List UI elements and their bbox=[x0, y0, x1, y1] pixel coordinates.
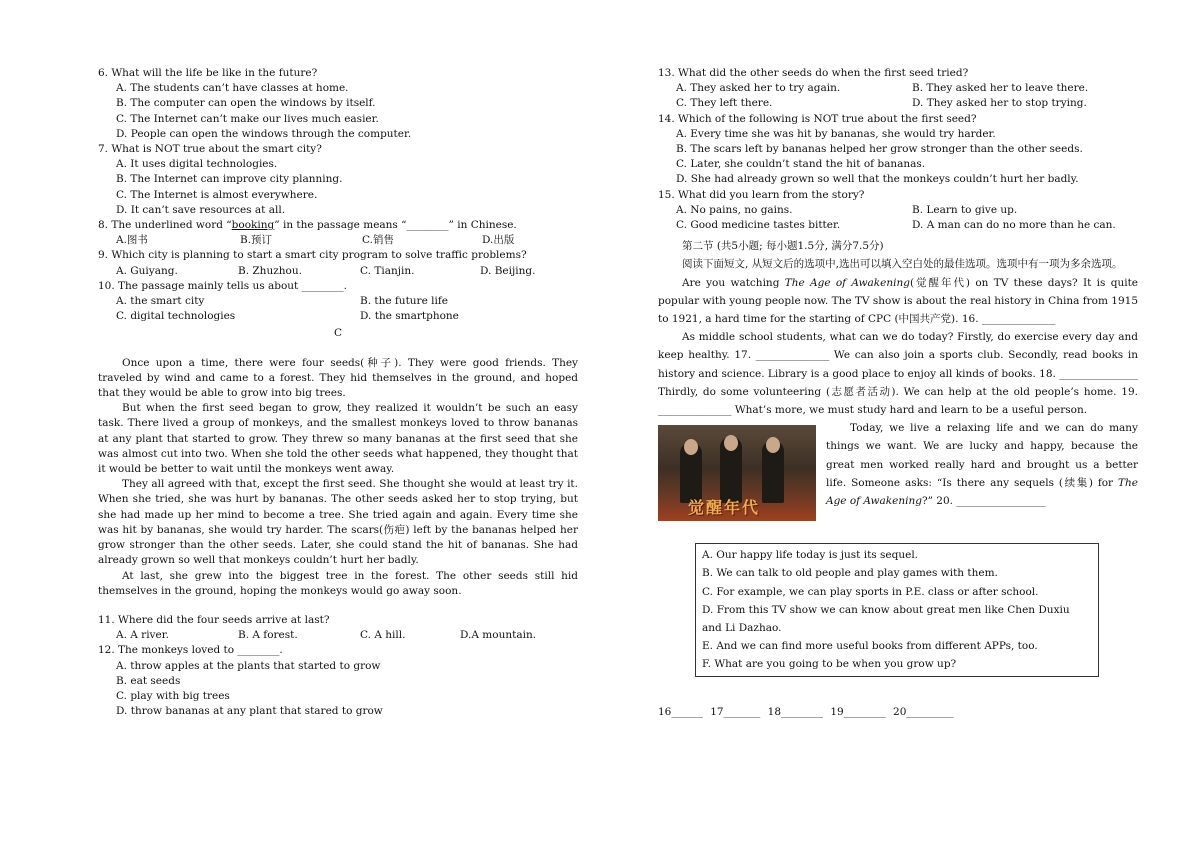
option: C. They left there. bbox=[676, 97, 773, 110]
show-title: The Age of Awakening bbox=[784, 276, 910, 289]
option: A. No pains, no gains. bbox=[676, 203, 793, 216]
option: C. A hill. bbox=[360, 629, 406, 642]
passage-with-image bbox=[658, 419, 1138, 525]
option: B. We can talk to old people and play games with them. bbox=[702, 567, 998, 580]
passage-paragraph: But when the first seed began to grow, they realized it wouldn’t be such an easy task. There lived a group of monkeys, and the smallest monkeys loved to throw bananas at any plant that started to grow. They threw so many bananas at the first seed that she was almost cut into two. When she told the other seeds what happened, they thought that it would be better to wait until the monkeys went away. bbox=[98, 402, 578, 476]
option: B. the future life bbox=[360, 295, 448, 308]
passage-paragraph bbox=[658, 274, 1138, 329]
tv-show-photo bbox=[658, 425, 816, 521]
option: B. They asked her to leave there. bbox=[912, 82, 1089, 95]
option: F. What are you going to be when you grow up? bbox=[702, 658, 957, 671]
option: A. It uses digital technologies. bbox=[116, 158, 278, 171]
question-stem: 9. Which city is planning to start a smart city program to solve traffic problems? bbox=[98, 249, 527, 262]
paragraph-text: ?” 20. _________________ bbox=[921, 495, 1046, 508]
option-row bbox=[98, 264, 578, 279]
option: A. throw apples at the plants that started to grow bbox=[116, 659, 381, 672]
question-stem: 11. Where did the four seeds arrive at last? bbox=[98, 613, 330, 626]
option: D. A man can do no more than he can. bbox=[912, 219, 1116, 232]
passage-paragraph: They all agreed with that, except the first seed. She thought she would at least try it. When she tried, she was hurt by bananas. The other seeds asked her to stop trying, but she had made up her mind to become a tree. She tried again and again. Every time she was hit by bananas, she would try harder. The scars(伤疤) left by the bananas helped her grow stronger than the other seeds. Later, she could stand the hit of bananas. She had already grown so well that monkeys couldn’t hurt her badly. bbox=[98, 478, 578, 567]
left-column bbox=[98, 66, 578, 719]
option: A. Our happy life today is just its sequel. bbox=[702, 549, 919, 562]
instructions: 阅读下面短文, 从短文后的选项中,选出可以填入空白处的最佳选项。选项中有一项为多余选项。 bbox=[682, 258, 1123, 271]
option: C. play with big trees bbox=[116, 689, 230, 702]
stem-text: 8. The underlined word “ bbox=[98, 219, 232, 232]
option: C. The Internet is almost everywhere. bbox=[116, 188, 318, 201]
section-title: 第二节 (共5小题; 每小题1.5分, 满分7.5分) bbox=[682, 240, 884, 253]
option: C. Good medicine tastes bitter. bbox=[676, 219, 841, 232]
option-row bbox=[658, 203, 1138, 218]
option: A. Every time she was hit by bananas, she would try harder. bbox=[676, 127, 996, 140]
option: B. eat seeds bbox=[116, 674, 181, 687]
option: A. the smart city bbox=[116, 295, 205, 308]
question-stem: 14. Which of the following is NOT true about the first seed? bbox=[658, 112, 977, 125]
answer-line: 16______ 17_______ 18________ 19________ 20_________ bbox=[658, 705, 954, 718]
option: B. The scars left by bananas helped her grow stronger than the other seeds. bbox=[676, 143, 1083, 156]
question-stem: 13. What did the other seeds do when the first seed tried? bbox=[658, 67, 969, 79]
option: B.预订 bbox=[240, 234, 273, 247]
option: B. The computer can open the windows by itself. bbox=[116, 97, 376, 110]
passage-paragraph: At last, she grew into the biggest tree in the forest. The other seeds still hid themselves in the ground, hoping the monkeys would go away soon. bbox=[98, 569, 578, 597]
option: D.出版 bbox=[482, 234, 515, 247]
right-column bbox=[658, 66, 1138, 720]
question-stem: 15. What did you learn from the story? bbox=[658, 188, 865, 201]
stem-text: ” in the passage means “________” in Chinese. bbox=[274, 219, 517, 232]
option: B. A forest. bbox=[238, 629, 298, 642]
paragraph-text: (觉醒年代) on TV these days? It is quite popular with young people now. The TV show is about the real history in China from 1915 to 1921, a hard time for the starting of CPC (中国共产党). 16. ______________ bbox=[658, 276, 1139, 326]
option-row bbox=[98, 628, 578, 643]
option: B. The Internet can improve city planning. bbox=[116, 173, 343, 186]
option: D. People can open the windows through the computer. bbox=[116, 127, 412, 140]
option-row bbox=[98, 309, 578, 324]
option: D. From this TV show we can know about great men like Chen Duxiu and Li Dazhao. bbox=[702, 603, 1070, 635]
option-row bbox=[658, 81, 1138, 96]
option: A. The students can’t have classes at home. bbox=[116, 82, 349, 95]
question-stem: 7. What is NOT true about the smart city? bbox=[98, 143, 322, 156]
option: A. A river. bbox=[116, 629, 169, 642]
option: D. Beijing. bbox=[480, 264, 536, 277]
question-stem: 6. What will the life be like in the future? bbox=[98, 67, 318, 79]
option: A. They asked her to try again. bbox=[676, 82, 841, 95]
paragraph-text: Today, we live a relaxing life and we can do many things we want. We are lucky and happy, because the great men worked really hard and brought us a better life. Someone asks: “Is there any sequels (续集) for bbox=[826, 422, 1138, 489]
question-stem: 10. The passage mainly tells us about ________. bbox=[98, 279, 347, 292]
passage-paragraph: As middle school students, what can we do today? Firstly, do exercise every day and keep healthy. 17. ______________ We can also join a sports club. Secondly, read books in history and science. Library is a good place to enjoy all kinds of books. 18. _______________ Thirdly, do some volunteering (志愿者活动). We can help at the old people’s home. 19. ______________ What’s more, we must study hard and learn to be a useful person. bbox=[658, 331, 1138, 417]
option-row bbox=[658, 218, 1138, 233]
option-row bbox=[658, 96, 1138, 111]
options-box bbox=[695, 543, 1099, 676]
option: D. She had already grown so well that the monkeys couldn’t hurt her badly. bbox=[676, 173, 1079, 186]
option: D. throw bananas at any plant that stared to grow bbox=[116, 705, 383, 718]
show-title: The Age of Awakening bbox=[826, 476, 1138, 508]
option: A. Guiyang. bbox=[116, 264, 178, 277]
option: D. They asked her to stop trying. bbox=[912, 97, 1087, 110]
option: C. For example, we can play sports in P.E. class or after school. bbox=[702, 585, 1039, 598]
option: B. Learn to give up. bbox=[912, 203, 1018, 216]
underlined-word: booking bbox=[231, 219, 275, 232]
option: C. digital technologies bbox=[116, 310, 236, 323]
option: C. Later, she couldn’t stand the hit of bananas. bbox=[676, 158, 926, 171]
option: D.A mountain. bbox=[460, 629, 537, 642]
paragraph-text: Are you watching bbox=[682, 276, 785, 289]
option: C. The Internet can’t make our lives much easier. bbox=[116, 112, 379, 125]
option-row bbox=[98, 294, 578, 309]
option: D. It can’t save resources at all. bbox=[116, 203, 286, 216]
question-stem bbox=[98, 218, 578, 233]
passage-label: C bbox=[333, 327, 343, 340]
option: A.图书 bbox=[116, 234, 148, 247]
image-caption: 觉醒年代 bbox=[688, 498, 761, 518]
question-stem: 12. The monkeys loved to ________. bbox=[98, 644, 283, 657]
passage-paragraph: Once upon a time, there were four seeds(种子). They were good friends. They traveled by wind and came to a forest. They hid themselves in the ground, and hoped that they would be able to grow into big trees. bbox=[98, 356, 578, 400]
option: C.销售 bbox=[362, 234, 394, 247]
option: C. Tianjin. bbox=[360, 264, 415, 277]
option: B. Zhuzhou. bbox=[238, 264, 302, 277]
option-row bbox=[98, 233, 578, 248]
option: D. the smartphone bbox=[360, 310, 459, 323]
option: E. And we can find more useful books from different APPs, too. bbox=[702, 640, 1038, 653]
